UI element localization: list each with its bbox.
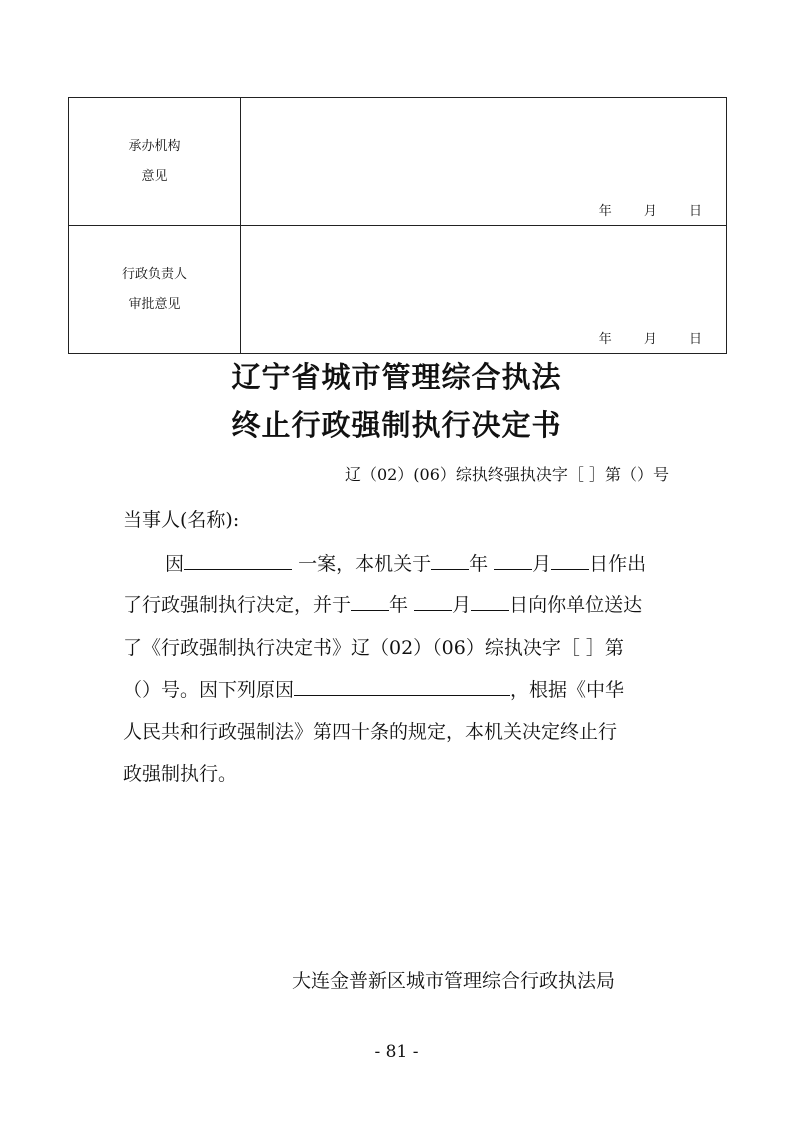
party-name-label: 当事人(名称): [123, 509, 240, 531]
body-line-3: 了《行政强制执行决定书》辽（02）（06）综执决字［ ］第 [123, 637, 624, 659]
reason-blank[interactable] [294, 677, 510, 696]
month-blank[interactable] [414, 592, 452, 611]
body-line-2 [123, 590, 642, 617]
leader-approval-field[interactable] [241, 226, 727, 354]
date-line: 年 月 日 [598, 204, 702, 219]
body-text: 一案，本机关于 [298, 553, 432, 575]
body-line-6: 政强制执行。 [123, 763, 238, 785]
department-opinion-field[interactable] [241, 98, 727, 226]
body-line-4 [123, 675, 624, 702]
body-text: 月 [452, 594, 472, 616]
body-line-1 [165, 549, 646, 576]
document-title-line-1: 辽宁省城市管理综合执法 [231, 360, 562, 394]
body-line-5: 人民共和行政强制法》第四十条的规定，本机关决定终止行 [123, 721, 618, 743]
approval-row-leader [69, 226, 727, 354]
year-blank[interactable] [351, 592, 389, 611]
label-line: 行政负责人 [121, 266, 187, 282]
body-text: 日作出 [589, 553, 647, 575]
body-text: 年 [469, 553, 489, 575]
label-line: 审批意见 [128, 296, 181, 312]
label-line: 承办机构 [128, 138, 181, 154]
body-text: 日向你单位送达 [509, 594, 643, 616]
body-text: 因 [165, 553, 185, 575]
issuing-authority: 大连金普新区城市管理综合行政执法局 [292, 970, 616, 992]
case-name-blank[interactable] [184, 551, 292, 570]
approval-table [68, 97, 727, 354]
day-blank[interactable] [551, 551, 589, 570]
document-title-line-2: 终止行政强制执行决定书 [231, 408, 562, 442]
body-text: 月 [532, 553, 552, 575]
month-blank[interactable] [494, 551, 532, 570]
label-line: 意见 [141, 168, 168, 184]
date-line: 年 月 日 [598, 332, 702, 347]
approval-row-department [69, 98, 727, 226]
body-text: 年 [389, 594, 409, 616]
body-text: 了行政强制执行决定，并于 [123, 594, 352, 616]
year-blank[interactable] [431, 551, 469, 570]
body-text: ，根据《中华 [510, 679, 625, 701]
department-opinion-label [69, 98, 241, 226]
day-blank[interactable] [471, 592, 509, 611]
page-number: - 81 - [374, 1042, 419, 1062]
body-text: （）号。因下列原因 [123, 679, 295, 701]
leader-approval-label [69, 226, 241, 354]
document-number: 辽（02）(06）综执终强执决字［ ］第（）号 [344, 465, 669, 484]
